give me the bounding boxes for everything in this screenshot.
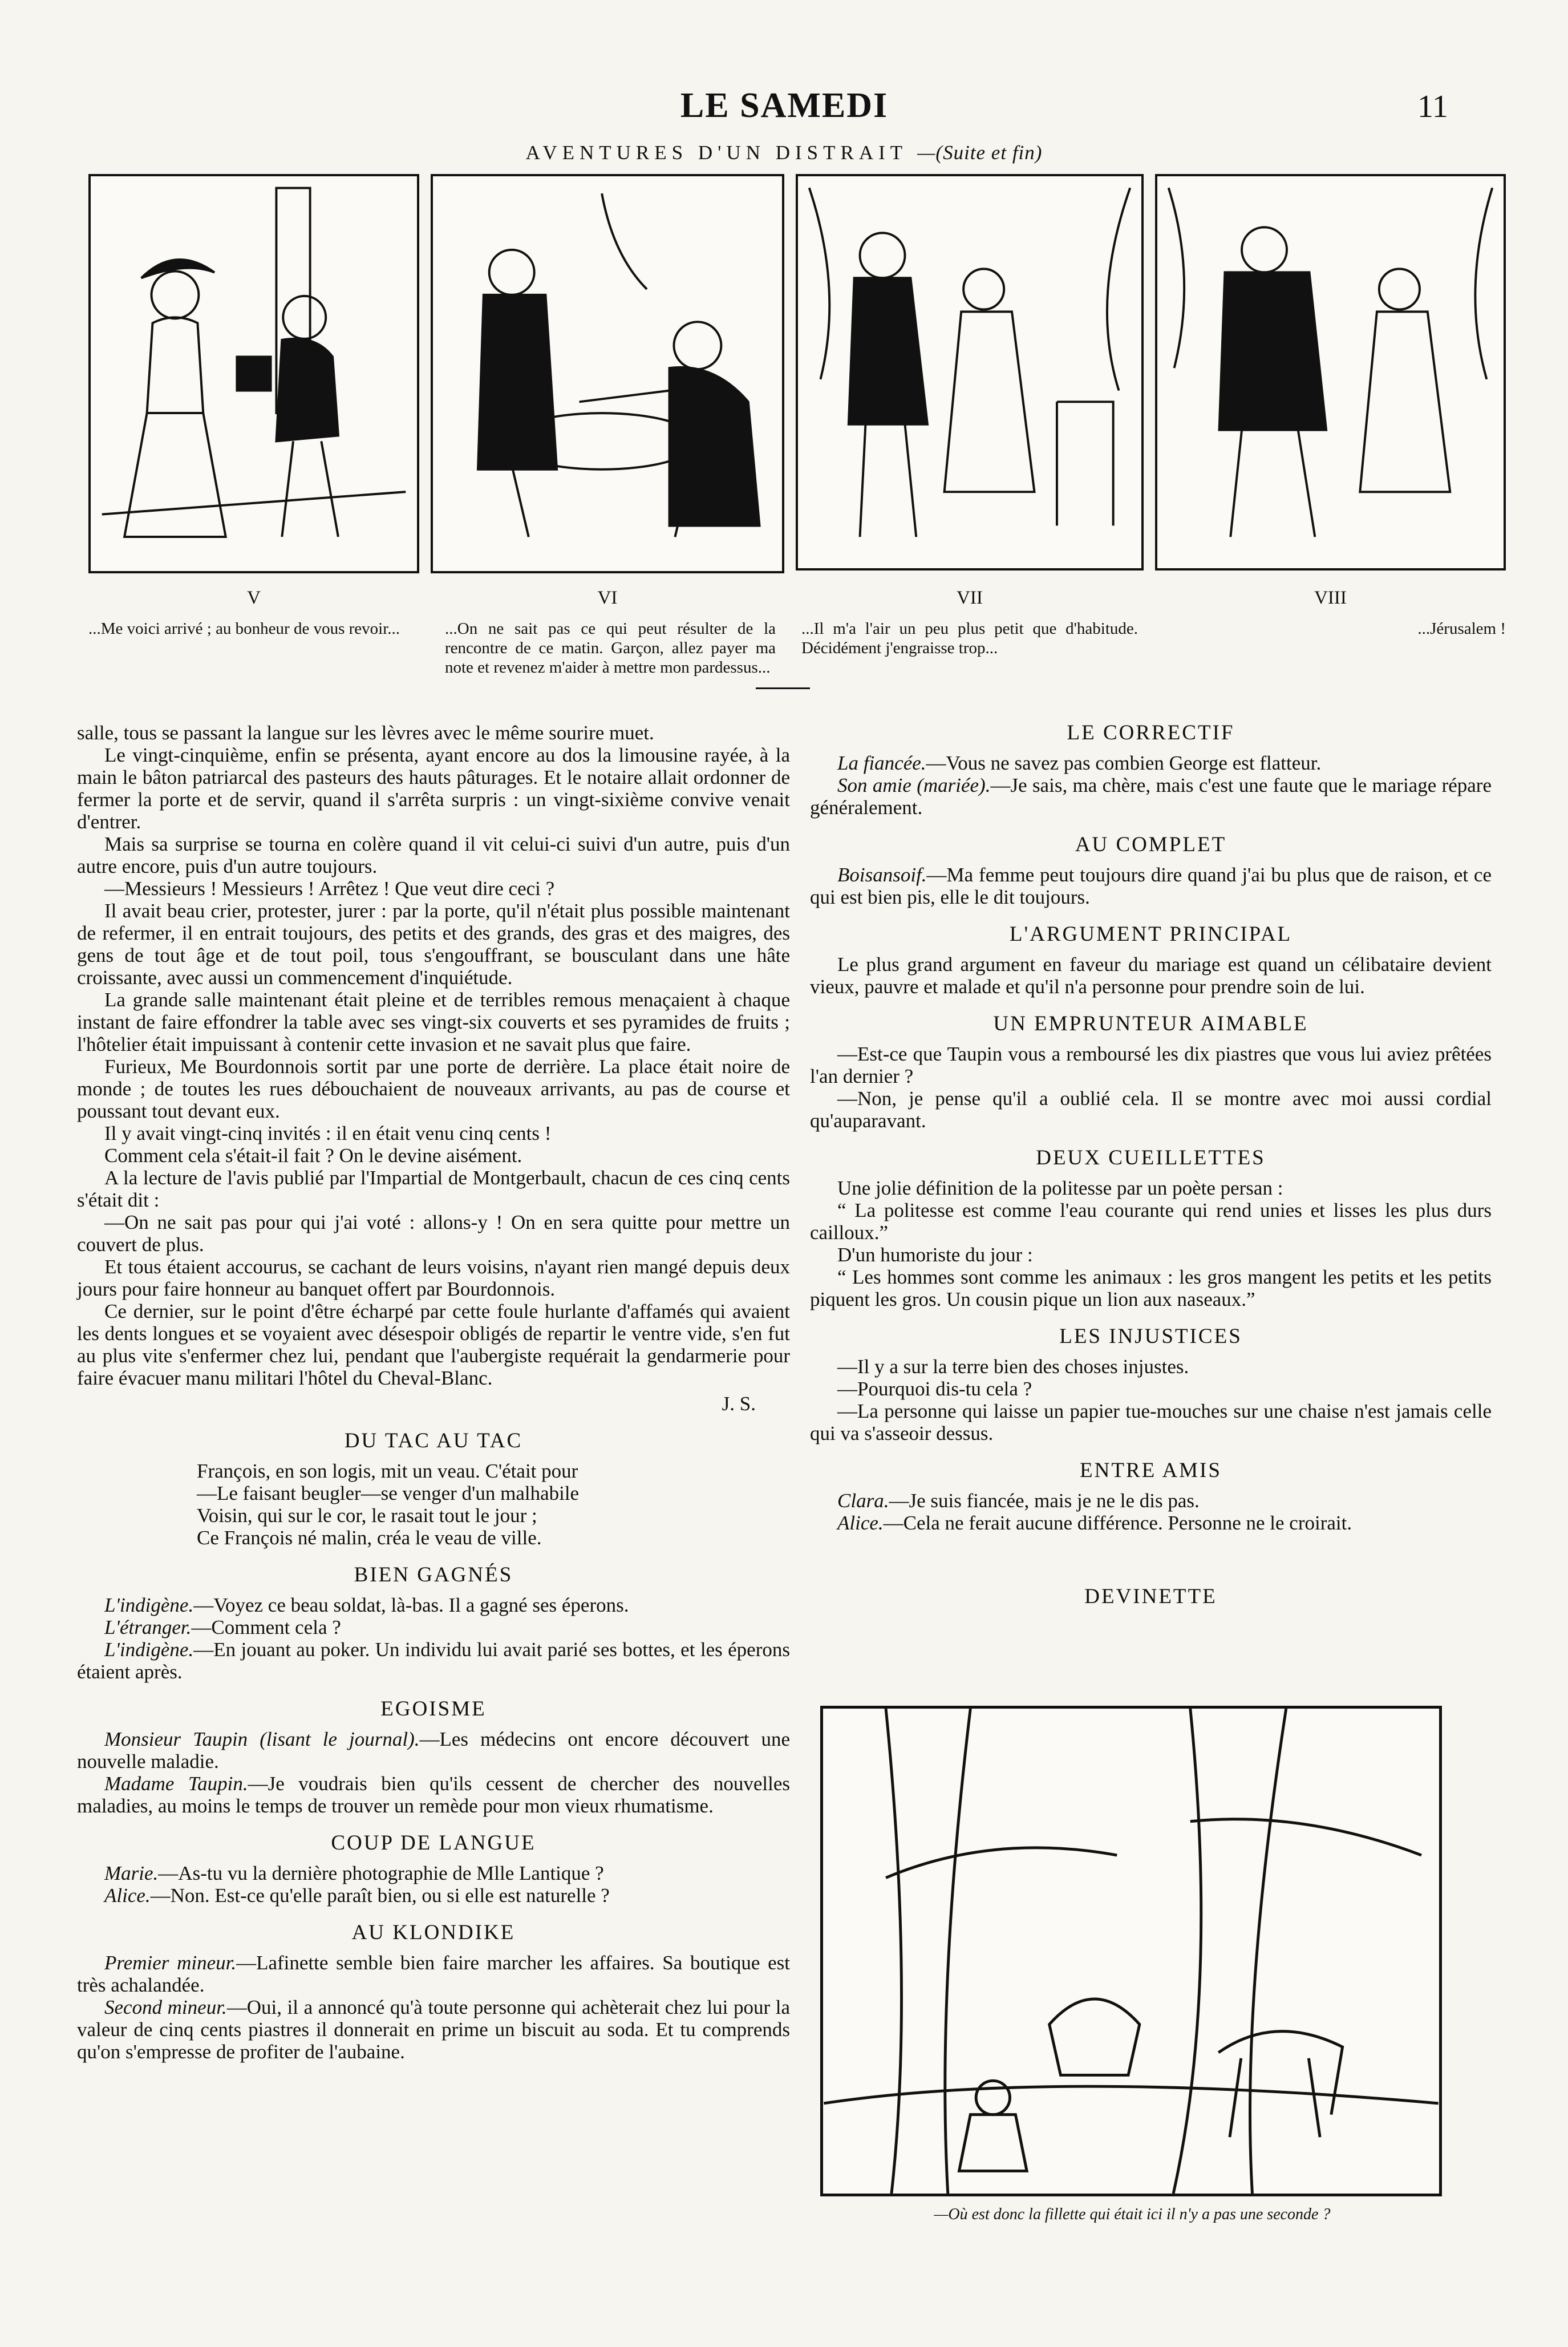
dialogue-line: Clara.—Je suis fiancée, mais je ne le dis pas. xyxy=(837,1490,1200,1512)
comic-panel-5 xyxy=(88,174,419,573)
story-paragraph: Comment cela s'était-il fait ? On le devine aisément. xyxy=(104,1144,522,1167)
section-title-au-complet: AU COMPLET xyxy=(1075,833,1227,856)
comic-panel-6 xyxy=(431,174,784,573)
poem-line: —Le faisant beugler—se venger d'un malhabile xyxy=(197,1482,580,1504)
item-paragraph: “ La politesse est comme l'eau courante qui rend unies et lisses les plus durs cailloux.” xyxy=(810,1199,1492,1244)
right-column xyxy=(810,722,1492,1616)
section-title-les-injustices: LES INJUSTICES xyxy=(1059,1325,1242,1348)
story-paragraph: —On ne sait pas pour qui j'ai voté : allons-y ! On en sera quitte pour mettre un couvert de plus. xyxy=(77,1211,790,1256)
story-paragraph: Mais sa surprise se tourna en colère quand il vit celui-ci suivi d'un autre, puis d'un autre encore, puis d'un autre toujours. xyxy=(77,833,790,877)
poem-line: Ce François né malin, créa le veau de ville. xyxy=(197,1527,542,1549)
devinette-caption: —Où est donc la fillette qui était ici il n'y a pas une seconde ? xyxy=(934,2206,1331,2223)
story-paragraph: salle, tous se passant la langue sur les lèvres avec le même sourire muet. xyxy=(77,722,654,744)
item-paragraph: —Non, je pense qu'il a oublié cela. Il se montre avec moi aussi cordial qu'auparavant. xyxy=(810,1087,1492,1132)
panel-5-caption: ...Me voici arrivé ; au bonheur de vous revoir... xyxy=(88,620,400,638)
comic-panel-8 xyxy=(1155,174,1506,570)
section-title-emprunteur-aimable: UN EMPRUNTEUR AIMABLE xyxy=(993,1012,1308,1035)
forest-scene-drawing xyxy=(823,1709,1439,2194)
section-rule xyxy=(756,687,810,689)
story-paragraph: Furieux, Me Bourdonnois sortit par une porte de derrière. La place était noire de monde ; de toutes les rues débouchaient de nouveaux arrivants, au pas de course et poussant tout devant eux. xyxy=(77,1055,790,1122)
panel-5-illustration xyxy=(91,176,417,571)
item-paragraph: —Est-ce que Taupin vous a remboursé les dix piastres que vous lui aviez prêtées l'an dernier ? xyxy=(810,1043,1492,1087)
dialogue-line: La fiancée.—Vous ne savez pas combien George est flatteur. xyxy=(837,752,1322,774)
item-paragraph: —La personne qui laisse un papier tue-mouches sur une chaise n'est jamais celle qui va s'asseoir dessus. xyxy=(810,1400,1492,1444)
dialogue-line: Alice.—Cela ne ferait aucune différence. Personne ne le croirait. xyxy=(837,1512,1352,1534)
dialogue-line: L'étranger.—Comment cela ? xyxy=(104,1616,341,1638)
dialogue-line: Monsieur Taupin (lisant le journal).—Les médecins ont encore découvert une nouvelle maladie. xyxy=(77,1728,790,1773)
story-paragraph: Ce dernier, sur le point d'être écharpé par cette foule hurlante d'affamés qui avaient les dents longues et se voyaient avec désespoir obligés de repartir le ventre vide, s'en fut au plus vite s'enfermer chez lui, pendant que l'aubergiste requérait la gendarmerie pour faire évacuer manu militari l'hôtel du Cheval-Blanc. xyxy=(77,1300,790,1389)
story-paragraph: Il y avait vingt-cinq invités : il en était venu cinq cents ! xyxy=(104,1122,552,1144)
panel-5-numeral: V xyxy=(247,588,261,608)
story-paragraph: A la lecture de l'avis publié par l'Impartial de Montgerbault, chacun de ces cinq cents s'était dit : xyxy=(77,1167,790,1211)
panel-7-numeral: VII xyxy=(957,588,983,608)
series-title xyxy=(0,141,1568,164)
item-paragraph: D'un humoriste du jour : xyxy=(837,1244,1033,1266)
section-title-argument-principal: L'ARGUMENT PRINCIPAL xyxy=(1009,922,1293,946)
comic-panel-7 xyxy=(796,174,1144,570)
item-paragraph: —Il y a sur la terre bien des choses injustes. xyxy=(837,1355,1189,1378)
item-paragraph: “ Les hommes sont comme les animaux : les gros mangent les petits et les petits piquent les gros. Un cousin pique un lion aux naseaux.” xyxy=(810,1266,1492,1310)
series-title-suffix: —(Suite et fin) xyxy=(917,141,1043,164)
masthead: LE SAMEDI xyxy=(680,86,889,125)
story-paragraph: —Messieurs ! Messieurs ! Arrêtez ! Que veut dire ceci ? xyxy=(104,877,555,900)
section-title-au-klondike: AU KLONDIKE xyxy=(351,1921,516,1944)
panel-6-illustration xyxy=(433,176,782,571)
dialogue-line: Second mineur.—Oui, il a annoncé qu'à toute personne qui achèterait chez lui pour la valeur de cinq cents piastres il donnerait en prime un biscuit au soda. Et tu comprends qu'on s'empresse de profiter de l'aubaine. xyxy=(77,1996,790,2063)
section-title-bien-gagnes: BIEN GAGNÉS xyxy=(354,1563,513,1587)
story-paragraph: Le vingt-cinquième, enfin se présenta, ayant encore au dos la limousine rayée, à la main le bâton patriarcal des pasteurs des hauts pâturages. Et le notaire allait ordonner de fermer la porte et de servir, quand il s'arrêta surpris : un vingt-sixième convive venait d'entrer. xyxy=(77,744,790,833)
section-title-le-correctif: LE CORRECTIF xyxy=(1067,721,1235,744)
item-paragraph: —Pourquoi dis-tu cela ? xyxy=(837,1378,1032,1400)
item-paragraph: Une jolie définition de la politesse par un poète persan : xyxy=(837,1177,1283,1199)
story-paragraph: La grande salle maintenant était pleine et de terribles remous menaçaient à chaque instant de faire effondrer la table avec ses vingt-six couverts et ses pyramides de fruits ; l'hôtelier était impuissant à contenir cette invasion et ne savait plus que faire. xyxy=(77,989,790,1055)
section-title-coup-de-langue: COUP DE LANGUE xyxy=(331,1831,536,1855)
poem-line: Voisin, qui sur le cor, le rasait tout le jour ; xyxy=(197,1504,537,1527)
section-title-egoisme: EGOISME xyxy=(380,1697,487,1721)
dialogue-line: Son amie (mariée).—Je sais, ma chère, mais c'est une faute que le mariage répare généralement. xyxy=(810,774,1492,819)
story-paragraph: Il avait beau crier, protester, jurer : par la porte, qu'il n'était plus possible maintenant de refermer, il en entrait toujours, des petits et des grands, des gras et des maigres, des gens de tout âge et de tout poil, tous s'engouffrant, se bousculant dans une hâte croissante, avec aussi un commencement d'inquiétude. xyxy=(77,900,790,989)
left-column xyxy=(77,722,790,2063)
section-title-entre-amis: ENTRE AMIS xyxy=(1080,1459,1222,1482)
panel-7-caption: ...Il m'a l'air un peu plus petit que d'habitude. Décidément j'engraisse trop... xyxy=(801,620,1138,657)
section-title-deux-cueillettes: DEUX CUEILLETTES xyxy=(1036,1146,1266,1170)
dialogue-line: Marie.—As-tu vu la dernière photographie de Mlle Lantique ? xyxy=(104,1862,604,1884)
page-number: 11 xyxy=(1417,89,1448,124)
dialogue-line: L'indigène.—En jouant au poker. Un individu lui avait parié ses bottes, et les éperons étaient après. xyxy=(77,1638,790,1683)
story-signature: J. S. xyxy=(722,1393,756,1415)
devinette-illustration xyxy=(820,1706,1442,2196)
poem xyxy=(77,1460,790,1549)
section-title-du-tac-au-tac: DU TAC AU TAC xyxy=(344,1429,523,1452)
item-paragraph: Le plus grand argument en faveur du mariage est quand un célibataire devient vieux, pauvre et malade et qu'il n'a personne pour prendre soin de lui. xyxy=(810,953,1492,998)
panel-8-caption: ...Jérusalem ! xyxy=(1417,620,1506,638)
section-title-devinette: DEVINETTE xyxy=(1084,1585,1217,1608)
panel-6-caption: ...On ne sait pas ce qui peut résulter de la rencontre de ce matin. Garçon, allez payer ma note et revenez m'aider à mettre mon pardessus... xyxy=(445,620,776,677)
story-paragraph: Et tous étaient accourus, se cachant de leurs voisins, n'ayant rien mangé depuis deux jours pour faire honneur au banquet offert par Bourdonnois. xyxy=(77,1256,790,1300)
panel-7-illustration xyxy=(798,176,1141,568)
dialogue-line: Madame Taupin.—Je voudrais bien qu'ils cessent de chercher des nouvelles maladies, au moins le temps de trouver un remède pour mon vieux rhumatisme. xyxy=(77,1773,790,1817)
dialogue-line: L'indigène.—Voyez ce beau soldat, là-bas. Il a gagné ses éperons. xyxy=(104,1594,629,1616)
panel-8-numeral: VIII xyxy=(1314,588,1347,608)
dialogue-line: Premier mineur.—Lafinette semble bien faire marcher les affaires. Sa boutique est très achalandée. xyxy=(77,1952,790,1996)
panel-6-numeral: VI xyxy=(597,588,618,608)
series-title-main: AVENTURES D'UN DISTRAIT xyxy=(525,141,907,164)
poem-line: François, en son logis, mit un veau. C'était pour xyxy=(197,1460,578,1482)
dialogue-line: Alice.—Non. Est-ce qu'elle paraît bien, ou si elle est naturelle ? xyxy=(104,1884,610,1907)
panel-8-illustration xyxy=(1157,176,1504,568)
dialogue-line: Boisansoif.—Ma femme peut toujours dire quand j'ai bu plus que de raison, et ce qui est bien pis, elle le dit toujours. xyxy=(810,864,1492,908)
story-continuation xyxy=(77,722,790,1415)
